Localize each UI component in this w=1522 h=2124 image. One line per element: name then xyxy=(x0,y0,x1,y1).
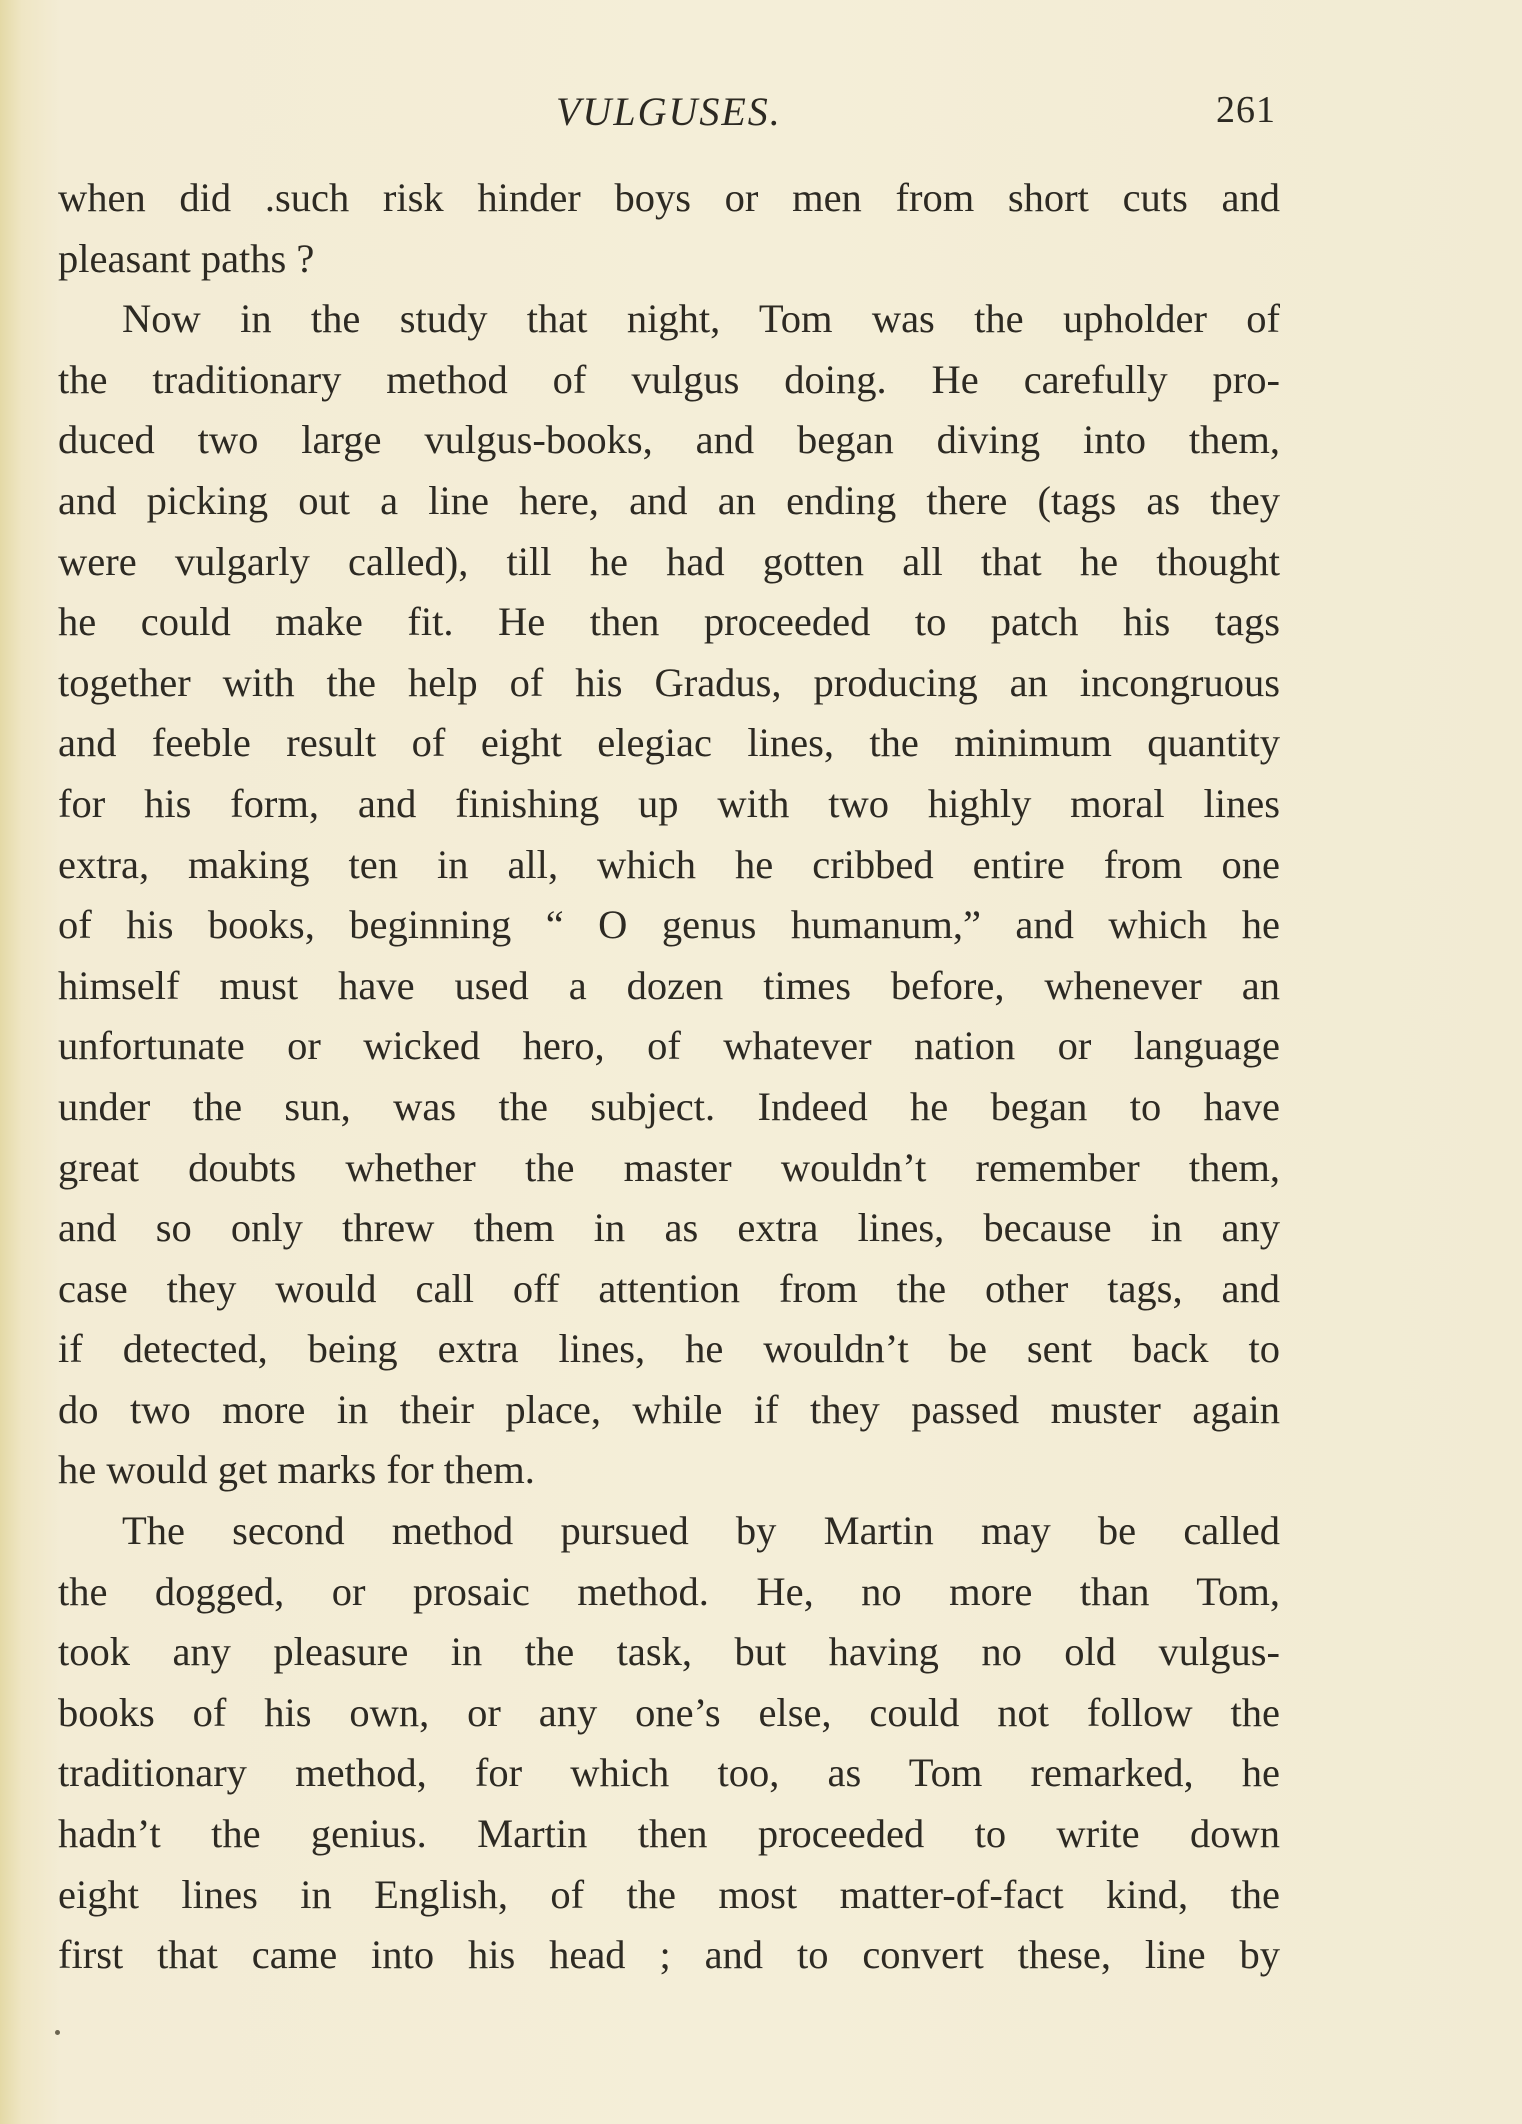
text-line: The second method pursued by Martin may be called xyxy=(122,1508,1280,1554)
text-line: unfortunate or wicked hero, of whatever nation or language xyxy=(58,1023,1280,1069)
text-line: case they would call off attention from the other tags, and xyxy=(58,1265,1280,1311)
text-line: of his books, beginning “ O genus humanum,” and which he xyxy=(58,902,1280,948)
text-line: first that came into his head ; and to convert these, line by xyxy=(58,1932,1280,1978)
page-header xyxy=(556,88,1276,148)
text-line: were vulgarly called), till he had gotten all that he thought xyxy=(58,538,1280,584)
text-line: he could make fit. He then proceeded to patch his tags xyxy=(58,599,1280,645)
text-line: under the sun, was the subject. Indeed he began to have xyxy=(58,1083,1280,1129)
text-line: and picking out a line here, and an ending there (tags as they xyxy=(58,477,1280,523)
text-line: traditionary method, for which too, as Tom remarked, he xyxy=(58,1750,1280,1796)
text-line: the traditionary method of vulgus doing. He carefully pro- xyxy=(58,356,1280,402)
page-number: 261 xyxy=(1216,89,1276,131)
text-line: he would get marks for them. xyxy=(58,1447,535,1493)
text-line: the dogged, or prosaic method. He, no more than Tom, xyxy=(58,1568,1280,1614)
text-line: took any pleasure in the task, but having no old vulgus- xyxy=(58,1629,1280,1675)
running-title: VULGUSES. xyxy=(556,89,782,134)
text-line: himself must have used a dozen times before, whenever an xyxy=(58,962,1280,1008)
text-line: and so only threw them in as extra lines, because in any xyxy=(58,1205,1280,1251)
text-line: books of his own, or any one’s else, could not follow the xyxy=(58,1689,1280,1735)
margin-speck xyxy=(55,2030,60,2035)
text-line: and feeble result of eight elegiac lines, the minimum quantity xyxy=(58,720,1280,766)
text-line: duced two large vulgus-books, and began diving into them, xyxy=(58,417,1280,463)
text-line: great doubts whether the master wouldn’t remember them, xyxy=(58,1144,1280,1190)
text-line: when did .such risk hinder boys or men from short cuts and xyxy=(58,175,1280,220)
text-line: Now in the study that night, Tom was the upholder of xyxy=(122,296,1280,342)
text-line: hadn’t the genius. Martin then proceeded to write down xyxy=(58,1811,1280,1857)
text-line: pleasant paths ? xyxy=(58,235,315,281)
text-line: do two more in their place, while if they passed muster again xyxy=(58,1386,1280,1432)
text-line: if detected, being extra lines, he wouldn’t be sent back to xyxy=(58,1326,1280,1372)
text-line: for his form, and finishing up with two highly moral lines xyxy=(58,780,1280,826)
text-line: extra, making ten in all, which he cribbed entire from one xyxy=(58,841,1280,887)
text-line: together with the help of his Gradus, producing an incongruous xyxy=(58,659,1280,705)
text-line: eight lines in English, of the most matter-of-fact kind, the xyxy=(58,1871,1280,1917)
body-text xyxy=(58,168,1280,1986)
